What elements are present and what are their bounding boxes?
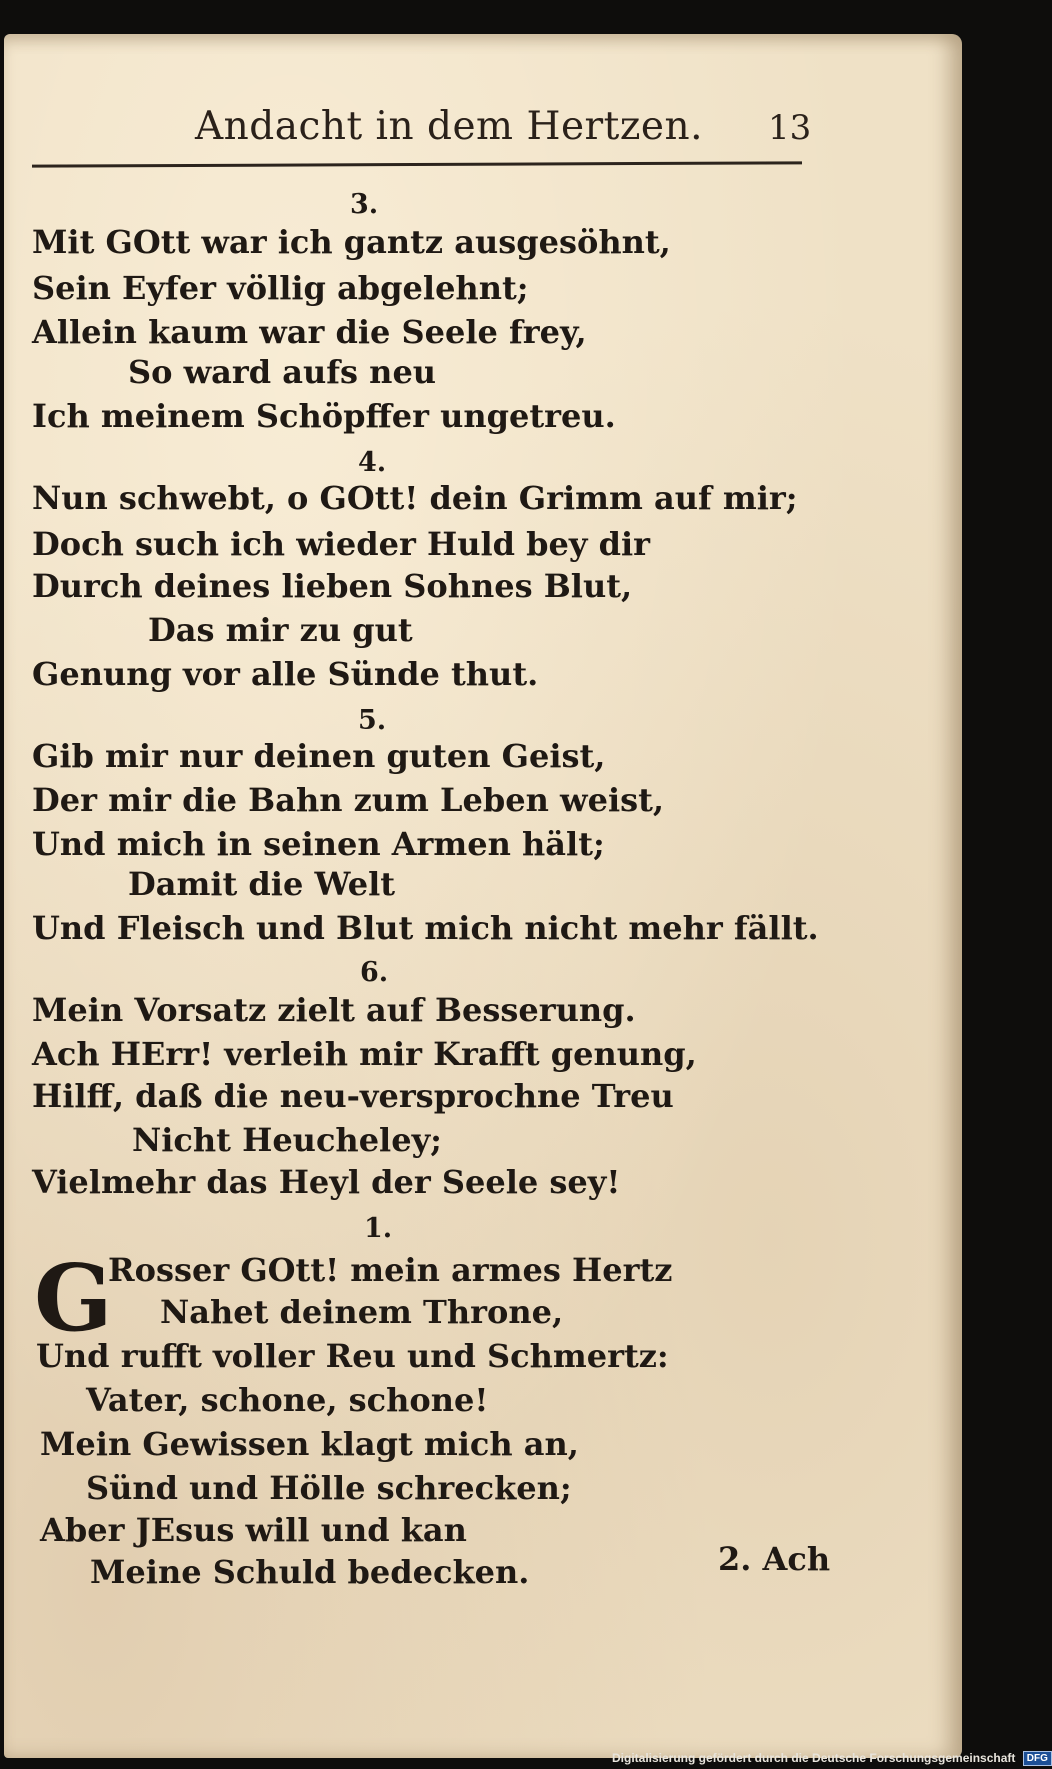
stanza-number-5: 5.	[358, 705, 387, 736]
verse-line: Das mir zu gut	[148, 611, 413, 649]
verse-line: Vater, schone, schone!	[86, 1381, 489, 1419]
verse-line: Genung vor alle Sünde thut.	[32, 655, 539, 693]
catchword: 2. Ach	[718, 1540, 831, 1578]
stanza-number-3: 3.	[350, 189, 379, 220]
verse-line: Nun schwebt, o GOtt! dein Grimm auf mir;	[32, 479, 798, 517]
verse-line: Gib mir nur deinen guten Geist,	[32, 737, 606, 775]
verse-line: Aber JEsus will und kan	[40, 1511, 467, 1549]
verse-line: Mein Vorsatz zielt auf Besserung.	[32, 991, 636, 1029]
verse-line: So ward aufs neu	[128, 353, 437, 391]
verse-line: Ach HErr! verleih mir Krafft genung,	[32, 1035, 697, 1073]
verse-line: Ich meinem Schöpffer ungetreu.	[32, 397, 616, 435]
dfg-logo: DFG	[1023, 1751, 1052, 1766]
verse-line: Sein Eyfer völlig abgelehnt;	[32, 269, 529, 307]
verse-line: Vielmehr das Heyl der Seele sey!	[32, 1163, 621, 1201]
credit-text: Digitalisierung gefördert durch die Deutsche Forschungsgemeinschaft	[612, 1751, 1016, 1765]
verse-line: Meine Schuld bedecken.	[90, 1553, 530, 1591]
verse-line: Hilff, daß die neu-versprochne Treu	[32, 1077, 674, 1115]
verse-line: Der mir die Bahn zum Leben weist,	[32, 781, 665, 819]
verse-line: Und Fleisch und Blut mich nicht mehr fällt.	[32, 909, 819, 947]
verse-line: Sünd und Hölle schrecken;	[86, 1469, 572, 1507]
verse-line: Damit die Welt	[128, 865, 396, 903]
verse-line: Und mich in seinen Armen hält;	[32, 825, 605, 863]
verse-line: Und rufft voller Reu und Schmertz:	[36, 1337, 669, 1375]
verse-line: Durch deines lieben Sohnes Blut,	[32, 567, 633, 605]
page-number: 13	[768, 108, 812, 148]
verse-line: Mit GOtt war ich gantz ausgesöhnt,	[32, 223, 671, 261]
verse-line: Allein kaum war die Seele frey,	[32, 313, 587, 351]
stanza-number-6: 6.	[360, 957, 389, 988]
verse-line: Rosser GOtt! mein armes Hertz	[108, 1251, 673, 1289]
stanza-number-4: 4.	[358, 447, 387, 478]
verse-line: Mein Gewissen klagt mich an,	[40, 1425, 579, 1463]
drop-cap-initial: G	[34, 1244, 113, 1352]
verse-line: Nahet deinem Throne,	[160, 1293, 564, 1331]
verse-line: Doch such ich wieder Huld bey dir	[32, 525, 651, 563]
stanza-number-1: 1.	[364, 1213, 393, 1244]
verse-line: Nicht Heucheley;	[132, 1121, 442, 1159]
running-head: Andacht in dem Hertzen.	[195, 104, 703, 149]
digitization-credit	[612, 1751, 1052, 1766]
